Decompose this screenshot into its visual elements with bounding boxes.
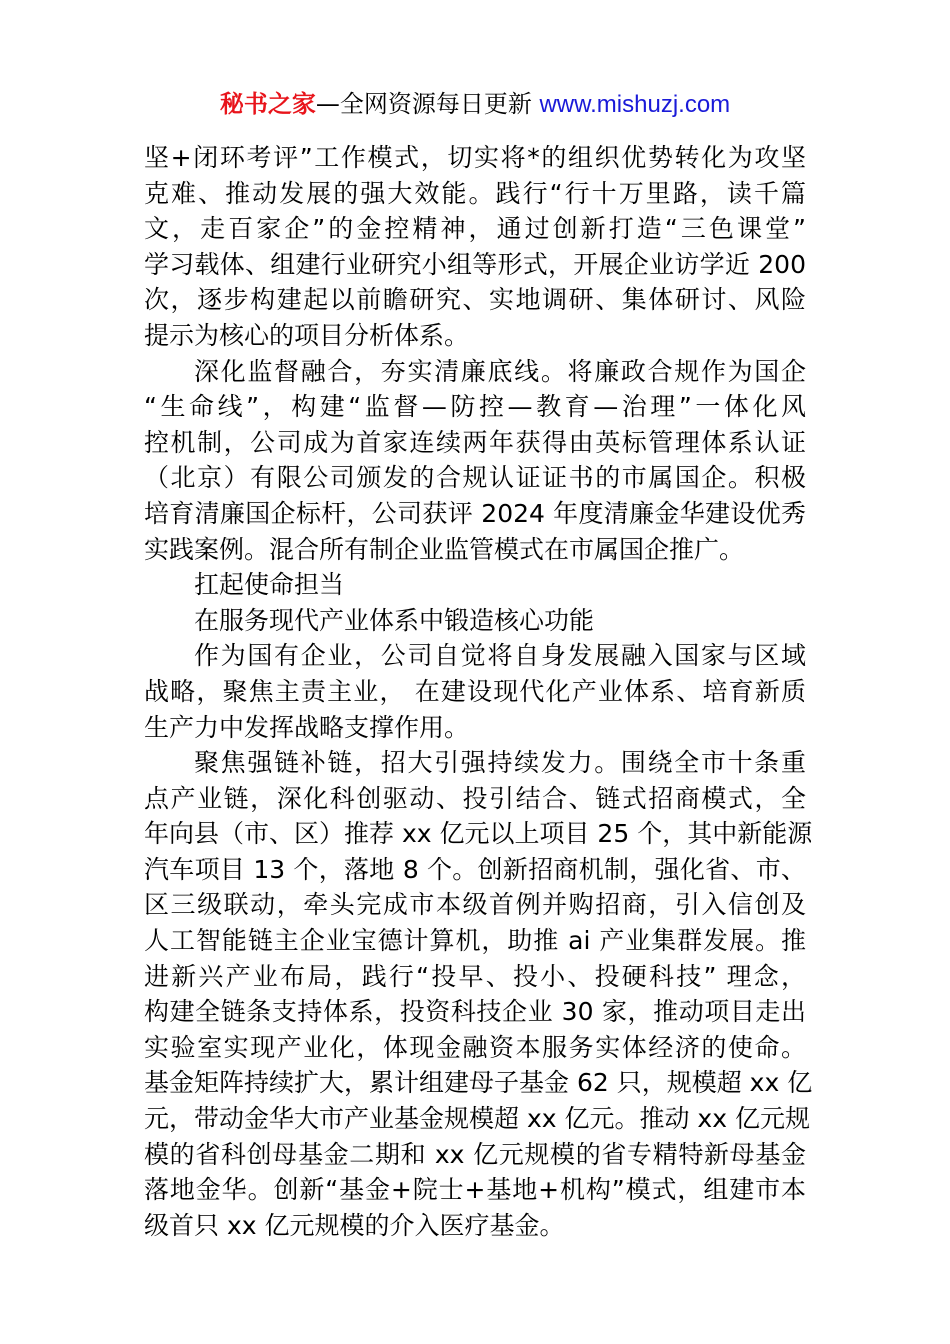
text-line: 战略，聚焦主责主业， 在建设现代化产业体系、培育新质 [144,676,806,706]
text-line: 汽车项目 13 个，落地 8 个。创新招商机制，强化省、市、 [144,854,806,884]
site-header [0,88,950,121]
text-line: 文，走百家企”的金控精神，通过创新打造“三色课堂” [144,214,806,244]
text-line: 构建全链条支持体系，投资科技企业 30 家，推动项目走出 [144,997,806,1027]
text-line: 点产业链，深化科创驱动、投引结合、链式招商模式，全 [144,783,806,813]
text-line: 区三级联动，牵头完成市本级首例并购招商，引入信创及 [144,890,806,920]
text-line: 落地金华。创新“基金+院士+基地+机构”模式，组建市本 [144,1175,806,1205]
text-line: 次，逐步构建起以前瞻研究、实地调研、集体研讨、风险 [144,285,806,315]
brand-name: 秘书之家 [219,90,316,118]
text-line: （北京）有限公司颁发的合规认证证书的市属国企。积极 [144,463,806,493]
text-line: 在服务现代产业体系中锻造核心功能 [194,605,595,635]
text-line: 进新兴产业布局，践行“投早、投小、投硬科技” 理念， [144,961,806,991]
text-line: 提示为核心的项目分析体系。 [144,320,470,350]
document-body [144,140,813,1243]
text-line: 控机制，公司成为首家连续两年获得由英标管理体系认证 [144,427,806,457]
header-tagline: —全网资源每日更新 [315,90,540,118]
text-line: 实验室实现产业化，体现金融资本服务实体经济的使命。 [144,1032,806,1062]
text-line: 元，带动金华大市产业基金规模超 xx 亿元。推动 xx 亿元规 [144,1104,810,1134]
site-url-link[interactable]: www.mishuzj.com [539,91,731,118]
text-line: 人工智能链主企业宝德计算机，助推 ai 产业集群发展。推 [144,926,806,956]
text-line: 基金矩阵持续扩大，累计组建母子基金 62 只，规模超 xx 亿 [144,1068,813,1098]
text-line: 克难、推动发展的强大效能。践行“行十万里路，读千篇 [144,178,806,208]
text-line: 培育清廉国企标杆，公司获评 2024 年度清廉金华建设优秀 [144,498,806,528]
text-line: 坚+闭环考评”工作模式，切实将*的组织优势转化为攻坚 [144,143,806,172]
text-line: 作为国有企业，公司自觉将自身发展融入国家与区域 [194,641,806,671]
text-line: 聚焦强链补链，招大引强持续发力。围绕全市十条重 [194,748,806,778]
text-line: “生命线”，构建“监督—防控—教育—治理”一体化风 [144,392,806,422]
text-line: 生产力中发挥战略支撑作用。 [144,712,470,742]
text-line: 扛起使命担当 [194,570,345,600]
text-line: 学习载体、组建行业研究小组等形式，开展企业访学近 200 [144,249,806,279]
text-line: 深化监督融合，夯实清廉底线。将廉政合规作为国企 [194,356,806,386]
text-line: 年向县（市、区）推荐 xx 亿元以上项目 25 个，其中新能源 [144,819,813,849]
text-line: 实践案例。混合所有制企业监管模式在市属国企推广。 [144,534,745,564]
text-line: 模的省科创母基金二期和 xx 亿元规模的省专精特新母基金 [144,1139,806,1169]
text-line: 级首只 xx 亿元规模的介入医疗基金。 [144,1210,565,1240]
